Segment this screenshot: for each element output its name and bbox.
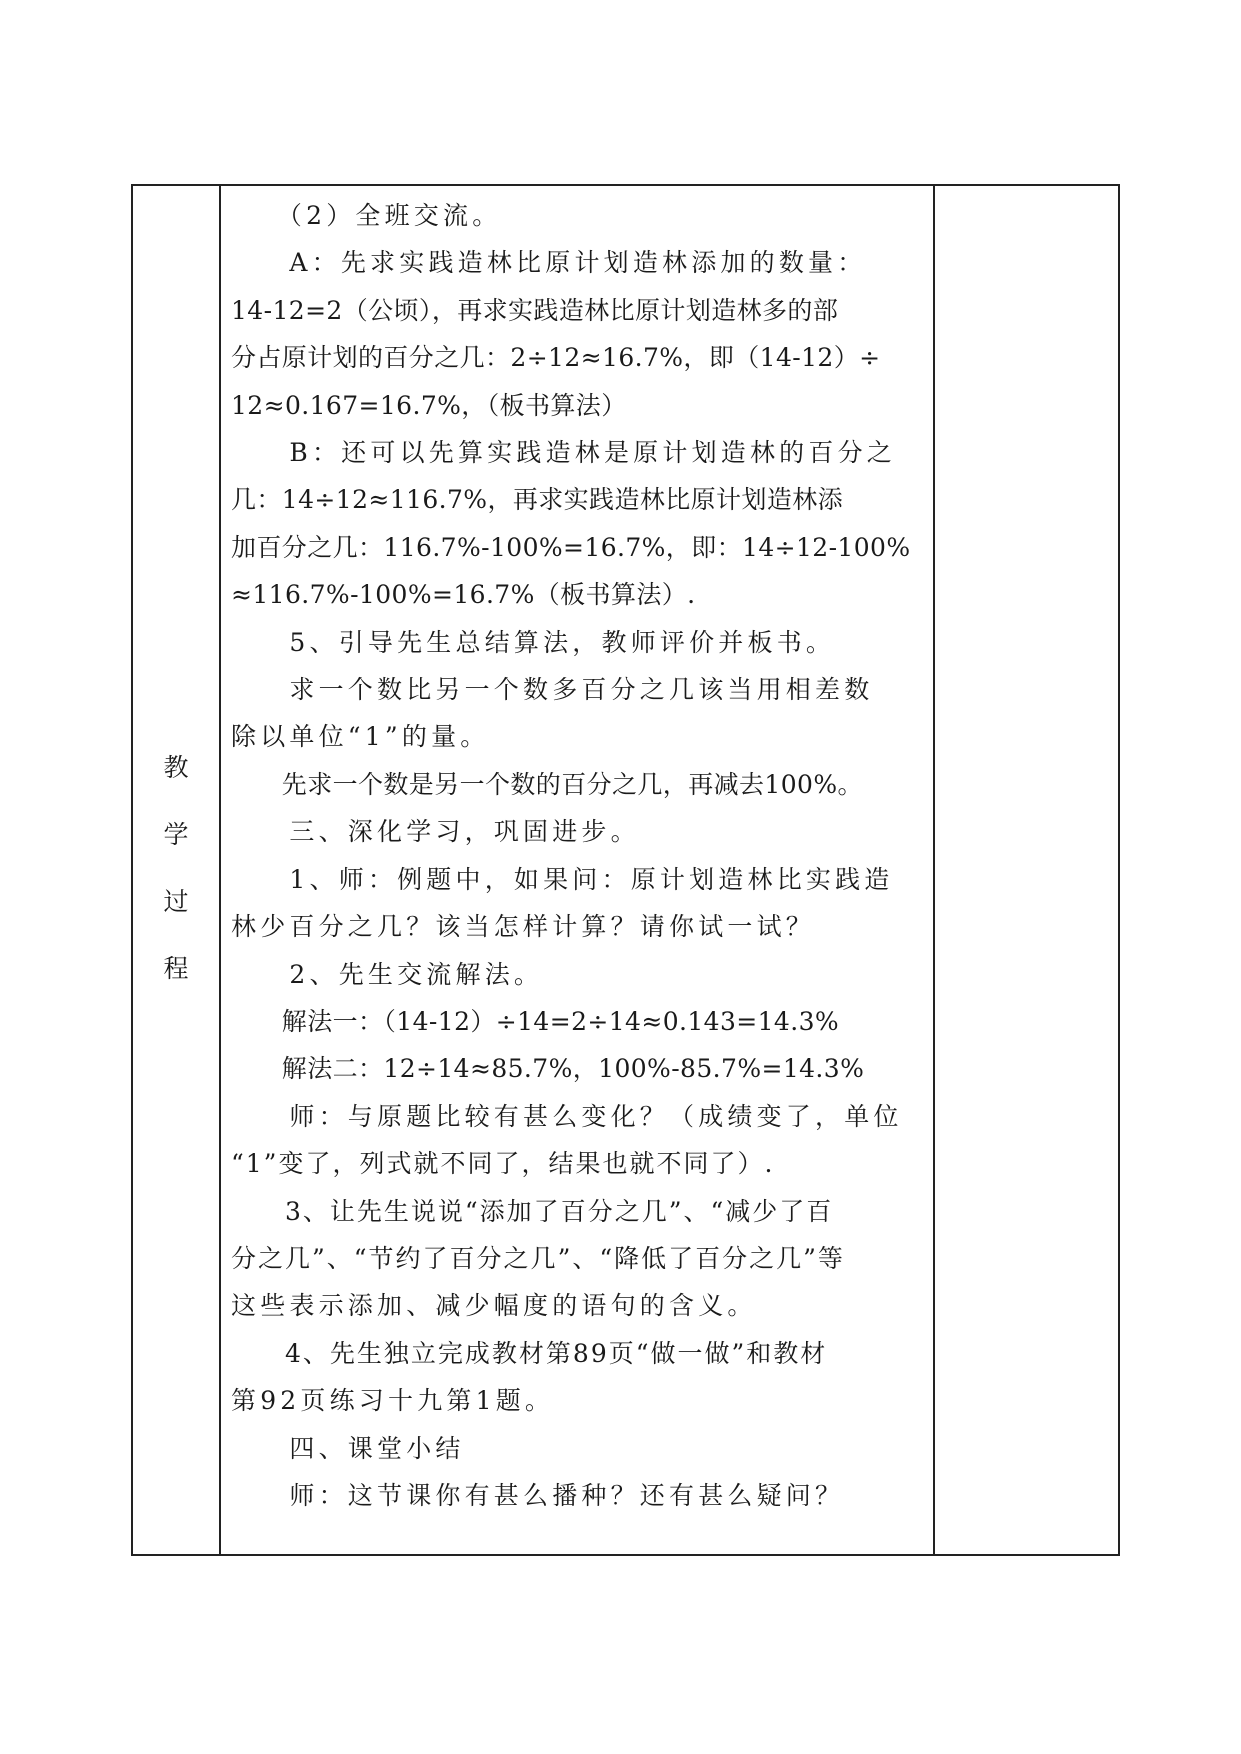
content-line: 1、师：例题中，如果问：原计划造林比实践造 — [231, 864, 894, 894]
content-line: （2）全班交流。 — [231, 201, 502, 230]
content-line: 林少百分之几？该当怎样计算？请你试一试？ — [231, 912, 816, 942]
content-line: 这些表示添加、减少幅度的语句的含义。 — [231, 1291, 757, 1321]
content-line: 先求一个数是另一个数的百分之几，再减去100%。 — [231, 769, 863, 799]
content-line: 2、先生交流解法。 — [231, 959, 544, 989]
content-line: 解法二：12÷14≈85.7%，100%-85.7%=14.3% — [231, 1054, 865, 1084]
content-line: 求一个数比另一个数多百分之几该当用相差数 — [231, 675, 874, 705]
content-line: 4、先生独立完成教材第89页“做一做”和教材 — [231, 1338, 828, 1368]
section-label-char: 程 — [163, 954, 189, 983]
content-line: 分占原计划的百分之几：2÷12≈16.7%，即（14-12）÷ — [231, 343, 881, 373]
section-label-char: 过 — [163, 887, 189, 916]
section-label-char: 学 — [163, 820, 189, 849]
content-line: 加百分之几：116.7%-100%=16.7%，即：14÷12-100% — [231, 532, 911, 562]
content-line: 四、课堂小结 — [231, 1433, 465, 1463]
content-line: 师：这节课你有甚么播种？还有甚么疑问？ — [231, 1480, 845, 1510]
content-line: 5、引导先生总结算法，教师评价并板书。 — [231, 627, 836, 657]
content-line: 除以单位“1”的量。 — [231, 722, 490, 752]
content-line: 师：与原题比较有甚么变化？（成绩变了，单位 — [231, 1101, 903, 1131]
table-column-divider-left — [219, 186, 221, 1554]
content-line: 3、让先生说说“添加了百分之几”、“减少了百 — [231, 1196, 834, 1226]
content-line: A：先求实践造林比原计划造林添加的数量： — [231, 248, 867, 278]
lesson-table — [131, 184, 1120, 1556]
content-line: 几：14÷12≈116.7%，再求实践造林比原计划造林添 — [231, 485, 844, 515]
content-line: 三、深化学习，巩固进步。 — [231, 817, 640, 847]
content-line: 第92页练习十九第1题。 — [231, 1386, 555, 1416]
content-line: 解法一：（14-12）÷14=2÷14≈0.143=14.3% — [231, 1006, 840, 1036]
content-line: ≈116.7%-100%=16.7%（板书算法）. — [231, 580, 696, 610]
section-label-char: 教 — [163, 753, 189, 782]
notes-column — [935, 186, 1118, 1554]
content-line: 12≈0.167=16.7%，（板书算法） — [231, 390, 627, 420]
section-label-teaching-process — [133, 734, 219, 1002]
content-line: 14-12=2（公顷），再求实践造林比原计划造林多的部 — [231, 295, 839, 325]
content-line: B：还可以先算实践造林是原计划造林的百分之 — [231, 438, 896, 468]
teaching-process-content — [231, 192, 927, 1519]
content-line: “1”变了，列式就不同了，结果也就不同了）. — [231, 1149, 775, 1179]
content-line: 分之几”、“节约了百分之几”、“降低了百分之几”等 — [231, 1243, 845, 1273]
